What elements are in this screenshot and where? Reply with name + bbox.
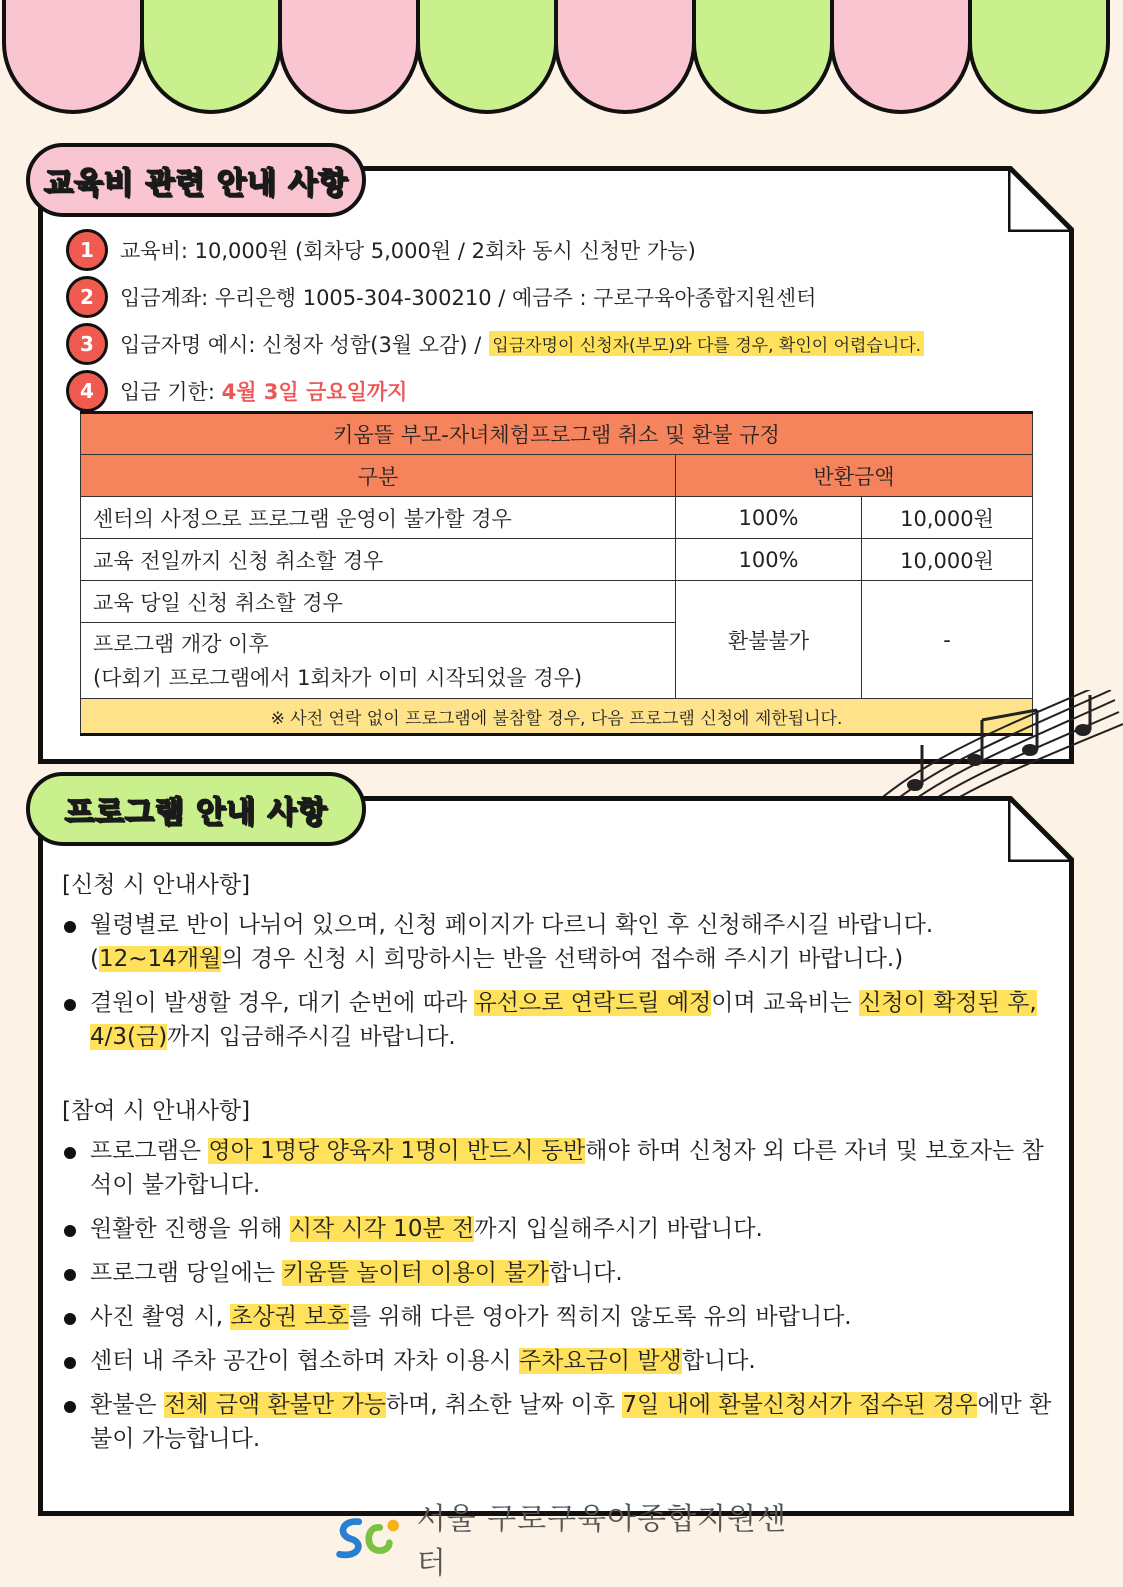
header-category: 구분 — [81, 455, 676, 497]
awning-decoration — [0, 0, 1123, 115]
number-badge: 2 — [66, 276, 108, 318]
info-item: 1 교육비: 10,000원 (회차당 5,000원 / 2회차 동시 신청만 가능) — [66, 226, 1026, 273]
depositor-warning: 입금자명이 신청자(부모)와 다를 경우, 확인이 어렵습니다. — [489, 331, 924, 356]
table-note: ※ 사전 연락 없이 프로그램에 불참할 경우, 다음 프로그램 신청에 제한됩니다. — [81, 699, 1033, 735]
list-item: 프로그램 당일에는 키움뜰 놀이터 이용이 불가합니다. — [62, 1256, 1052, 1290]
folded-corner-icon — [1008, 796, 1074, 862]
list-item: 환불은 전체 금액 환불만 가능하며, 취소한 날짜 이후 7일 내에 환불신청서가 접수된 경우에만 환불이 가능합니다. — [62, 1388, 1052, 1456]
table-title: 키움뜰 부모-자녀체험프로그램 취소 및 환불 규정 — [81, 413, 1033, 455]
program-section-title: 프로그램 안내 사항 — [26, 772, 366, 846]
apply-notes-title: [신청 시 안내사항] — [62, 872, 251, 898]
fee-info-list — [66, 226, 1026, 414]
center-name: 서울 구로구육아종합지원센터 — [416, 1502, 787, 1581]
no-refund-cell: 환불불가 — [676, 581, 862, 699]
apply-notes-list — [62, 908, 1052, 1054]
list-item: 월령별로 반이 나뉘어 있으며, 신청 페이지가 다르니 확인 후 신청해주시길 바랍니다. (12~14개월의 경우 신청 시 희망하시는 반을 선택하여 접수해 주시기 바랍니다.) — [62, 908, 1052, 976]
footer — [330, 1502, 800, 1581]
table-row: 센터의 사정으로 프로그램 운영이 불가할 경우 100% 10,000원 — [81, 497, 1033, 539]
number-badge: 4 — [66, 370, 108, 412]
refund-policy-table — [80, 411, 1033, 736]
list-item: 결원이 발생할 경우, 대기 순번에 따라 유선으로 연락드릴 예정이며 교육비는 신청이 확정된 후, 4/3(금)까지 입금해주시길 바랍니다. — [62, 986, 1052, 1054]
dash-cell: - — [862, 581, 1033, 699]
number-badge: 3 — [66, 323, 108, 365]
info-item: 4 입금 기한: 4월 3일 금요일까지 — [66, 367, 1026, 414]
folded-corner-icon — [1008, 166, 1074, 232]
table-row: 교육 전일까지 신청 취소할 경우 100% 10,000원 — [81, 539, 1033, 581]
info-item: 2 입금계좌: 우리은행 1005-304-300210 / 예금주 : 구로구육아종합지원센터 — [66, 273, 1026, 320]
participate-notes-list — [62, 1134, 1052, 1456]
list-item: 사진 촬영 시, 초상권 보호를 위해 다른 영아가 찍히지 않도록 유의 바랍니다. — [62, 1300, 1052, 1334]
center-logo-icon — [330, 1513, 405, 1563]
list-item: 프로그램은 영아 1명당 양육자 1명이 반드시 동반해야 하며 신청자 외 다른 자녀 및 보호자는 참석이 불가합니다. — [62, 1134, 1052, 1202]
list-item: 센터 내 주차 공간이 협소하며 자차 이용시 주차요금이 발생합니다. — [62, 1344, 1052, 1378]
program-notes — [62, 868, 1052, 1466]
list-item: 원활한 진행을 위해 시작 시각 10분 전까지 입실해주시기 바랍니다. — [62, 1212, 1052, 1246]
fee-section-title: 교육비 관련 안내 사항 — [26, 143, 366, 217]
table-row: 프로그램 개강 이후 (다회기 프로그램에서 1회차가 이미 시작되었을 경우) — [81, 623, 1033, 699]
header-refund: 반환금액 — [676, 455, 1033, 497]
number-badge: 1 — [66, 229, 108, 271]
deadline-text: 4월 3일 금요일까지 — [221, 379, 408, 404]
info-item: 3 입금자명 예시: 신청자 성함(3월 오감) / 입금자명이 신청자(부모)와 다를 경우, 확인이 어렵습니다. — [66, 320, 1026, 367]
table-row: 교육 당일 신청 취소할 경우 환불불가 - — [81, 581, 1033, 623]
participate-notes-title: [참여 시 안내사항] — [62, 1098, 251, 1124]
